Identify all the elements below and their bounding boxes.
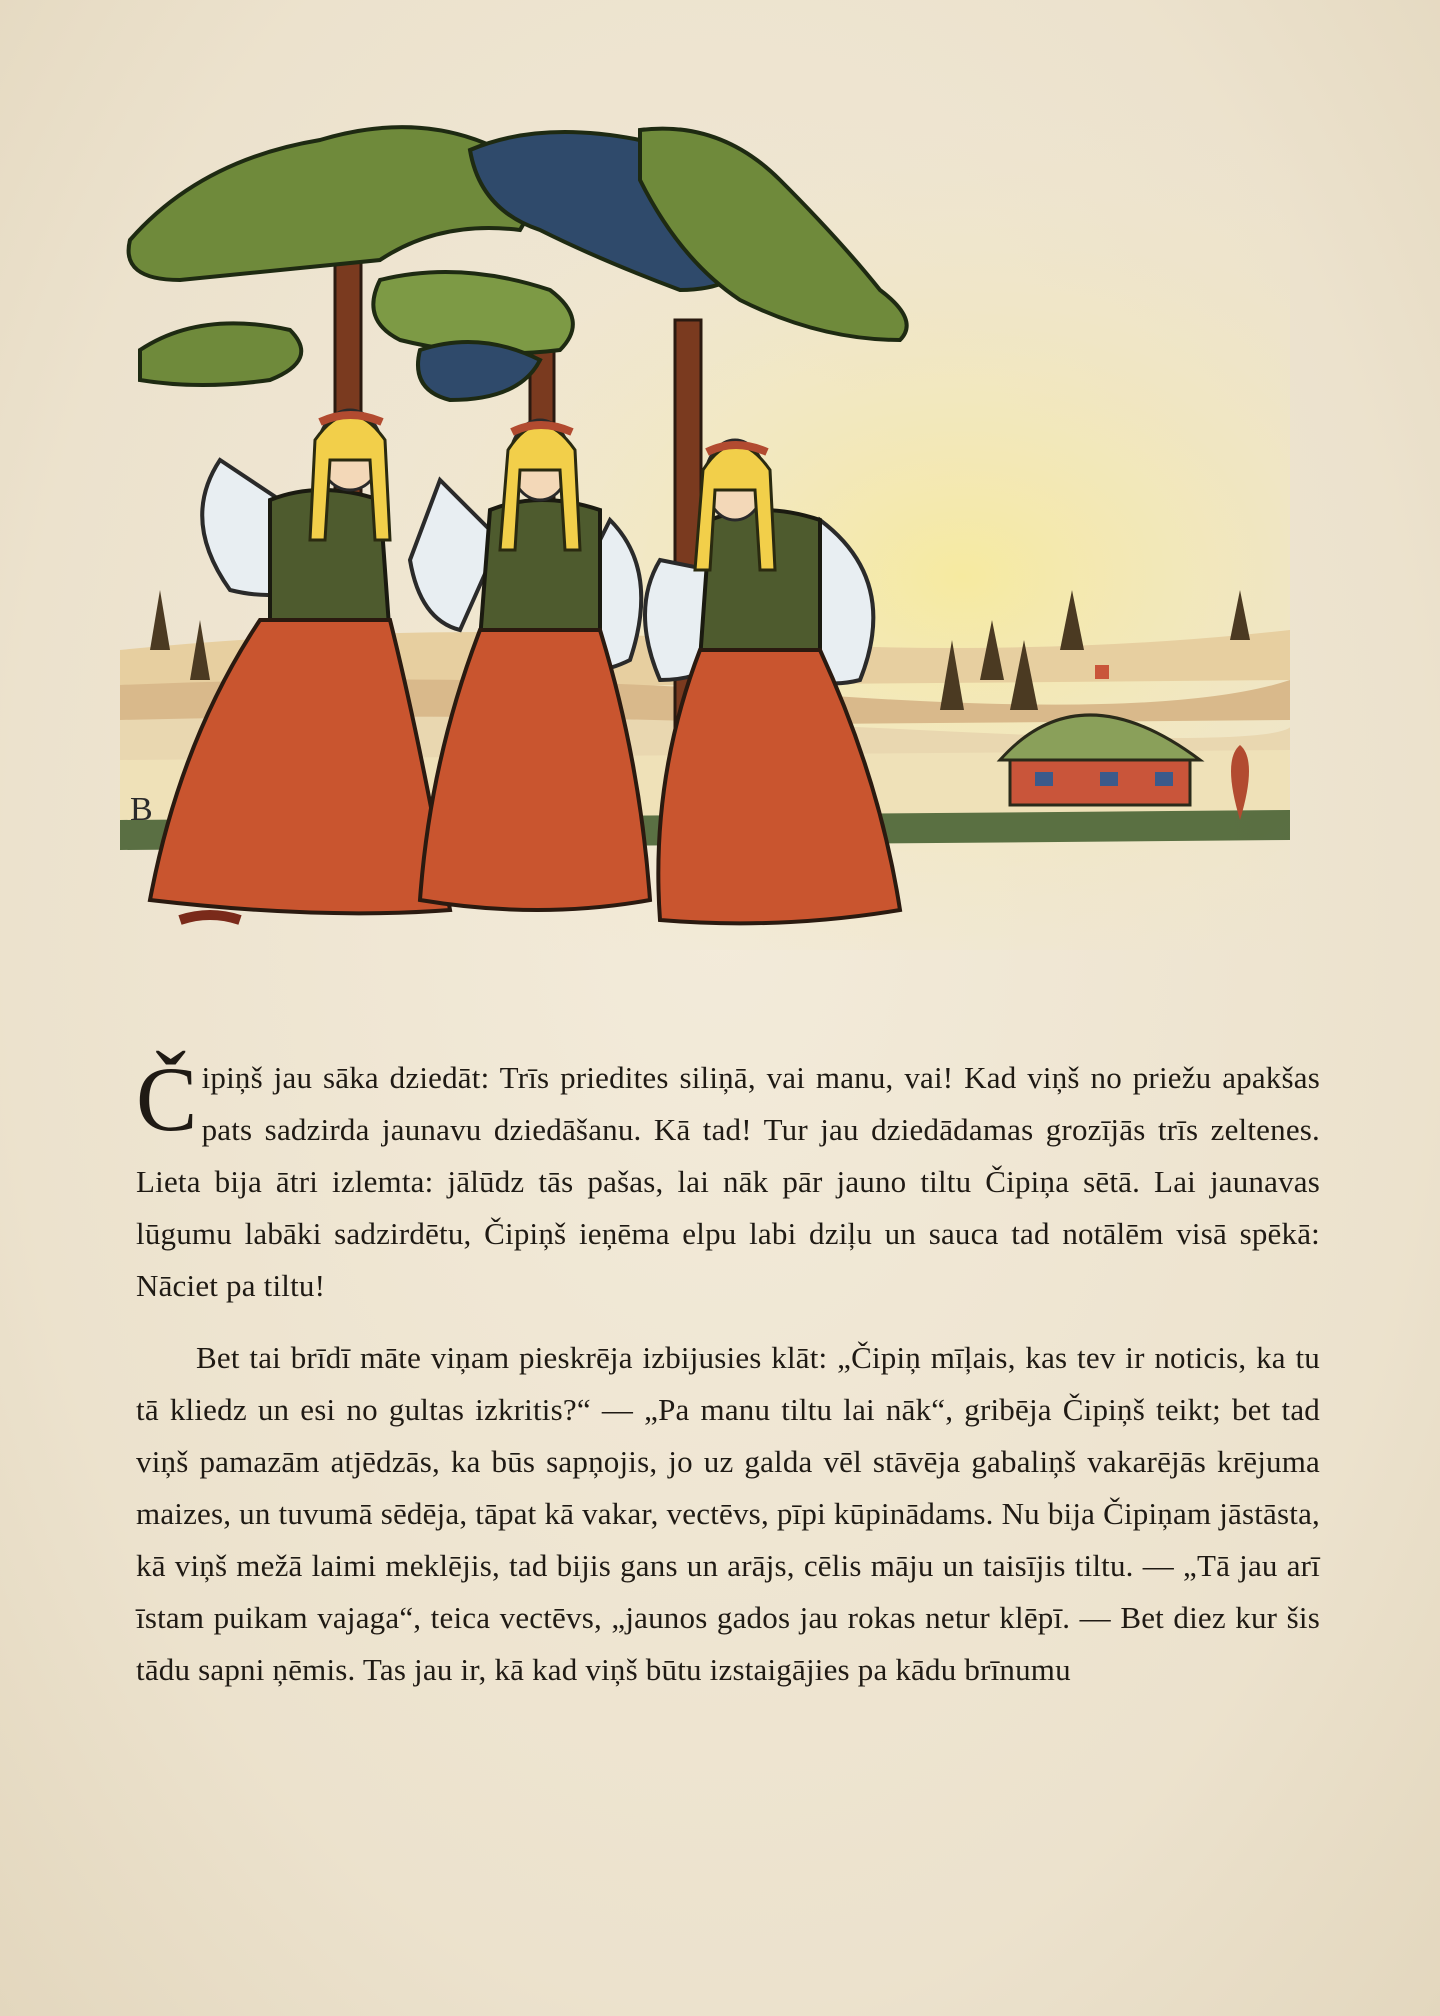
- illustration-three-girls-pines: [120, 120, 1290, 950]
- story-text: [136, 1048, 1320, 1716]
- drop-cap: Č: [136, 1048, 198, 1150]
- paragraph-1: [136, 1048, 1320, 1312]
- paragraph-1-text: ipiņš jau sāka dziedāt: Trīs priedites siliņā, vai manu, vai! Kad viņš no priežu apakšas pats sadzirda jaunavu dziedāšanu. Kā tad! Tur jau dziedādamas grozījās trīs zeltenes. Lieta bija ātri izlemta: jālūdz tās pašas, lai nāk pār jauno tiltu Čipiņa sētā. Lai jaunavas lūgumu labāki sadzirdētu, Čipiņš ieņēma elpu labi dziļu un sauca tad notālēm visā spēkā: Nāciet pa tiltu!: [136, 1060, 1320, 1303]
- paragraph-2: Bet tai brīdī māte viņam pieskrēja izbijusies klāt: „Čipiņ mīļais, kas tev ir noticis, ka tu tā kliedz un esi no gultas izkritis?“ — „Pa manu tiltu lai nāk“, gribēja Čipiņš teikt; bet tad viņš pamazām atjēdzās, ka būs sapņojis, jo uz galda vēl stāvēja gabaliņš vakarējās krējuma maizes, un tuvumā sēdēja, tāpat kā vakar, vectēvs, pīpi kūpinādams. Nu bija Čipiņam jāstāsta, kā viņš mežā laimi meklējis, tad bijis gans un arājs, cēlis māju un taisījis tiltu. — „Tā jau arī īstam puikam vajaga“, teica vectēvs, „jaunos gados jau rokas netur klēpī. — Bet diez kur šis tādu sapni ņēmis. Tas jau ir, kā kad viņš būtu izstaigājies pa kādu brīnumu: [136, 1340, 1320, 1687]
- artist-signature: B: [130, 791, 153, 828]
